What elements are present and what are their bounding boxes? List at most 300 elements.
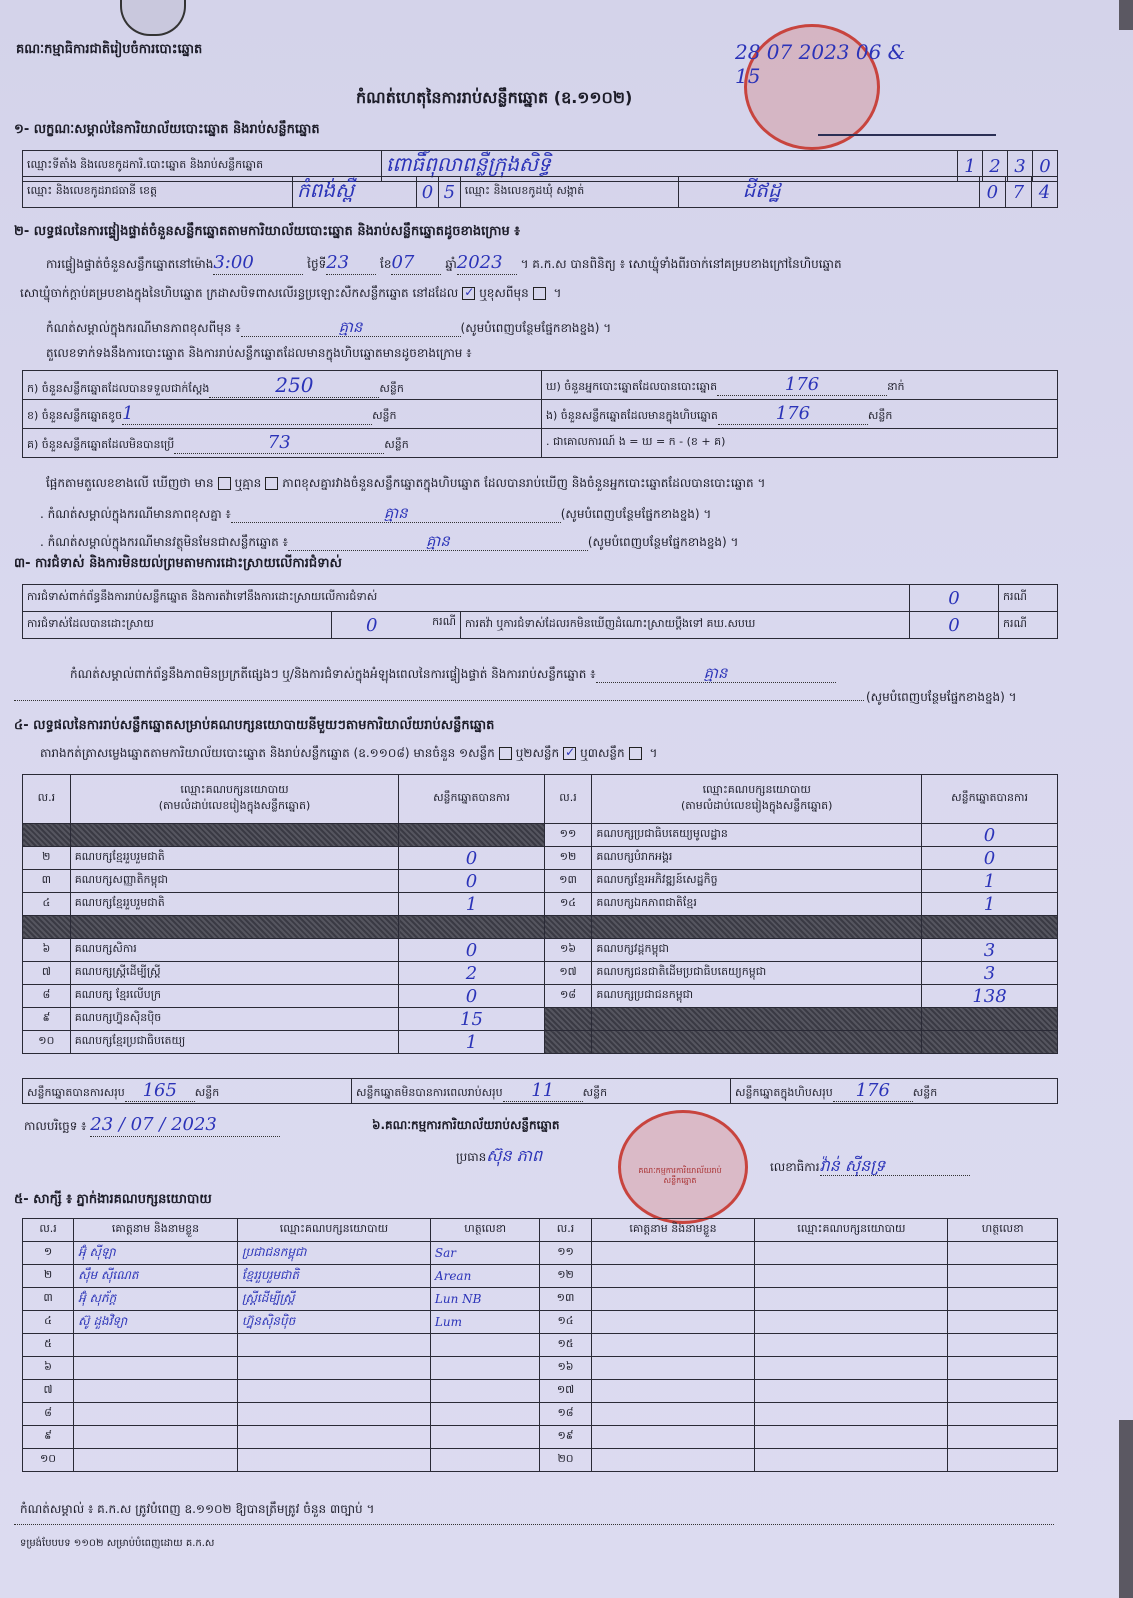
result-cell	[70, 916, 399, 939]
result-cell	[922, 1031, 1058, 1054]
note-fill: (សូមបំពេញបន្ថែមផ្នែកខាងខ្នង) ។	[460, 321, 612, 335]
col-sign: ហត្ថលេខា	[430, 1219, 540, 1242]
witness-cell	[23, 1426, 74, 1449]
witness-cell	[74, 1357, 238, 1380]
witness-cell	[430, 1403, 540, 1426]
col-party-sub: (តាមលំដាប់លេខរៀងក្នុងសន្លឹកឆ្នោត)	[680, 799, 833, 812]
section1-heading: ១- លក្ខណៈសម្គាល់នៃការិយាល័យបោះឆ្នោត និងរាប់សន្លឹកឆ្នោត	[14, 122, 320, 137]
compare-or: ឬគ្មាន	[234, 476, 262, 490]
col-party-sub: (តាមលំដាប់លេខរៀងក្នុងសន្លឹកឆ្នោត)	[158, 799, 311, 812]
unit-label: សន្លឹក	[912, 1086, 938, 1099]
witness-empty-cell[interactable]	[591, 1357, 755, 1380]
witness-empty-cell[interactable]	[948, 1449, 1058, 1472]
unchanged-checkbox[interactable]	[462, 287, 475, 300]
col-no: ល.រ	[544, 775, 592, 824]
witness-cell	[540, 1334, 591, 1357]
witness-cell	[430, 1242, 540, 1265]
witness-empty-cell[interactable]	[591, 1311, 755, 1334]
province-code-digit: 0	[421, 181, 434, 203]
witness-empty-cell[interactable]	[755, 1334, 948, 1357]
objection-row2-label: ការជំទាស់ដែលបានដោះស្រាយ	[23, 612, 332, 639]
witness-cell	[430, 1357, 540, 1380]
result-cell	[70, 847, 399, 870]
result-votes: 1	[465, 893, 478, 915]
result-cell	[399, 916, 544, 939]
witness-empty-cell[interactable]	[591, 1380, 755, 1403]
result-cell	[544, 939, 592, 962]
count-d-label: ឃ) ចំនួនអ្នកបោះឆ្នោតដែលបានបោះឆ្នោត	[546, 380, 718, 393]
result-votes: 0	[983, 847, 996, 869]
witness-empty-cell[interactable]	[591, 1242, 755, 1265]
witness-no: ១៦	[557, 1360, 574, 1373]
witness-empty-cell[interactable]	[948, 1403, 1058, 1426]
compare-line	[46, 476, 765, 490]
result-cell	[399, 847, 544, 870]
month-value: 07	[391, 252, 415, 273]
witness-empty-cell[interactable]	[948, 1334, 1058, 1357]
total-invalid-value: 11	[531, 1080, 555, 1101]
witness-cell	[540, 1311, 591, 1334]
witness-no: ១៣	[556, 1291, 575, 1304]
result-no: ១២	[559, 850, 577, 863]
result-cell	[70, 893, 399, 916]
witness-empty-cell[interactable]	[591, 1265, 755, 1288]
note3-label: . កំណត់សម្គាល់ក្នុងករណីមានវត្ថុមិនមែនជាសន្លឹកឆ្នោត ៖	[40, 535, 288, 549]
witness-empty-cell[interactable]	[755, 1265, 948, 1288]
count-c-label: គ) ចំនួនសន្លឹកឆ្នោតដែលមិនបានប្រើ	[27, 438, 175, 451]
result-name: គណបក្សហ្វ៊ុនស៊ិនប៉ិច	[74, 1011, 162, 1024]
result-cell	[544, 847, 592, 870]
witness-cell	[23, 1380, 74, 1403]
witness-no: ១៥	[557, 1337, 574, 1350]
commune-code-digit: 7	[1012, 181, 1025, 203]
witness-empty-cell[interactable]	[755, 1426, 948, 1449]
dotted-line	[14, 700, 864, 701]
witness-cell	[23, 1265, 74, 1288]
result-cell	[592, 985, 922, 1008]
witness-empty-cell[interactable]	[948, 1311, 1058, 1334]
witness-empty-cell[interactable]	[591, 1334, 755, 1357]
result-votes: 0	[983, 824, 996, 846]
witness-empty-cell[interactable]	[591, 1426, 755, 1449]
witness-no: ៥	[44, 1337, 52, 1350]
witness-no: ១១	[557, 1245, 574, 1258]
result-no: ៤	[42, 896, 51, 909]
result-cell	[399, 962, 544, 985]
pages-1-checkbox[interactable]	[499, 747, 512, 760]
result-cell	[922, 916, 1058, 939]
commune-code-digit: 0	[986, 181, 999, 203]
pages-opt3: ឬ៣សន្លឹក	[580, 746, 625, 760]
witness-cell	[237, 1380, 430, 1403]
line1-suffix: ។ គ.ក.ស បានពិនិត្យ ៖ សោឃ្នុំទាំងពីរចាក់នៅគម្របខាងក្រៅនៃហិបឆ្នោត	[520, 257, 842, 271]
witness-row	[23, 1380, 1058, 1403]
note1-value: គ្មាន	[338, 318, 363, 336]
witness-empty-cell[interactable]	[755, 1380, 948, 1403]
col-party: ឈ្មោះគណបក្សនយោបាយ	[180, 783, 289, 796]
note-fill: (សូមបំពេញបន្ថែមផ្នែកខាងខ្នង) ។	[587, 535, 739, 549]
result-name: គណបក្សបំរាកអង្គរ	[596, 850, 673, 863]
result-cell	[399, 824, 544, 847]
witness-cell	[430, 1334, 540, 1357]
objection-row2-value: 0	[366, 614, 378, 636]
objection-row3-label: ការតវ៉ា ឬការជំទាស់ដែលរកមិនឃើញដំណោះស្រាយប្ដឹងទៅ គឃ.សបឃ	[461, 612, 910, 639]
witness-no: ២០	[557, 1452, 574, 1465]
result-name: គណបក្សសិការ	[74, 942, 137, 955]
org-name: គណៈកម្មាធិការជាតិរៀបចំការបោះឆ្នោត	[16, 42, 203, 57]
result-name: គណបក្សខ្មែររួបរួមជាតិ	[74, 850, 165, 863]
result-name: គណបក្សខ្មែរអភិវឌ្ឍន៍សេដ្ឋកិច្ច	[596, 873, 718, 886]
result-cell	[70, 962, 399, 985]
result-name: គណបក្ស ខ្មែរលើបក្រ	[74, 988, 162, 1001]
note2-label: . កំណត់សម្គាល់ក្នុងករណីមានភាពខុសគ្នា ៖	[40, 507, 231, 521]
section3-note-label: កំណត់សម្គាល់ពាក់ព័ន្ធនឹងភាពមិនប្រក្រតីផ្សេងៗ ឬ/និងការជំទាស់ក្នុងអំឡុងពេលនៃការផ្ទៀងផ្ទាត់ និងការរាប់សន្លឹកឆ្នោត ៖	[70, 667, 596, 681]
underline	[818, 134, 996, 136]
month-label: ខែ	[380, 257, 392, 271]
result-cell	[592, 1008, 922, 1031]
seal-check-line: សោឃ្នុំចាក់ក្ដាប់គម្របខាងក្នុងនៃហិបឆ្នោត ក្រដាសបិទពាសលើរន្ធប្រឡោះសឺកសន្លឹកឆ្នោត នៅដដែល✓ ឬខុសពីមុន ។	[20, 286, 561, 300]
results-body	[23, 824, 1058, 1054]
result-name: គណបក្សសញ្ញាតិកម្ពុជា	[74, 873, 168, 886]
witness-no: ១៧	[556, 1383, 575, 1396]
counts-table	[22, 370, 1058, 458]
col-no: ល.រ	[23, 775, 71, 824]
witness-cell	[23, 1357, 74, 1380]
result-no: ២	[42, 850, 51, 863]
witness-cell	[74, 1403, 238, 1426]
result-row	[23, 1008, 1058, 1031]
result-cell	[23, 893, 71, 916]
result-cell	[922, 1008, 1058, 1031]
witness-name: អ៊ុំ សុភ័ក្ត	[78, 1291, 117, 1305]
witness-sign: Lun NB	[434, 1292, 482, 1306]
result-cell	[23, 870, 71, 893]
witness-no: ៦	[44, 1360, 52, 1373]
line2-or: ឬខុសពីមុន	[479, 286, 529, 300]
chair-line	[456, 1146, 542, 1165]
witness-row	[23, 1311, 1058, 1334]
witness-empty-cell[interactable]	[755, 1357, 948, 1380]
witness-no: ២	[43, 1268, 53, 1281]
witness-party: ប្រជាជនកម្ពុជា	[241, 1245, 307, 1259]
witness-cell	[540, 1288, 591, 1311]
witness-empty-cell[interactable]	[755, 1449, 948, 1472]
objection-row1-value: 0	[948, 587, 960, 609]
result-no: ១០	[38, 1034, 55, 1047]
result-votes: 0	[465, 939, 478, 961]
objections-table	[22, 584, 1058, 639]
commune-label: ឈ្មោះ និងលេខកូដឃុំ សង្កាត់	[460, 177, 678, 208]
row1-label: ឈ្មោះទីតាំង និងលេខកូដការិ.បោះឆ្នោត និងរាប់សន្លឹកឆ្នោត	[23, 151, 382, 182]
note3-line	[40, 532, 738, 551]
result-cell	[922, 962, 1058, 985]
result-cell	[592, 962, 922, 985]
unit-label: សន្លឹក	[194, 1086, 220, 1099]
result-cell	[544, 1031, 592, 1054]
result-cell	[23, 1031, 71, 1054]
result-cell	[70, 1031, 399, 1054]
witness-empty-cell[interactable]	[948, 1288, 1058, 1311]
section3-note-value: គ្មាន	[703, 664, 728, 682]
witness-empty-cell[interactable]	[591, 1403, 755, 1426]
witness-cell	[237, 1426, 430, 1449]
result-cell	[23, 847, 71, 870]
col-party: ឈ្មោះគណបក្សនយោបាយ	[237, 1219, 430, 1242]
pages-opt2: ឬ២សន្លឹក	[515, 746, 560, 760]
total-box-value: 176	[855, 1080, 890, 1101]
result-row	[23, 893, 1058, 916]
commune-value: ដីឥដ្ឋ	[742, 178, 781, 202]
result-cell	[70, 824, 399, 847]
result-cell	[70, 985, 399, 1008]
witness-cell	[237, 1334, 430, 1357]
result-no: ៩	[42, 1011, 51, 1024]
count-a-value: 250	[275, 372, 314, 397]
witness-cell	[540, 1403, 591, 1426]
result-row	[23, 847, 1058, 870]
witness-party: ខ្មែររួបរួមជាតិ	[241, 1268, 300, 1282]
section1-table-row2	[22, 176, 1058, 208]
case-unit: ករណី	[999, 585, 1058, 612]
section2-heading: ២- លទ្ធផលនៃការផ្ទៀងផ្ទាត់ចំនួនសន្លឹកឆ្នោតតាមការិយាល័យបោះឆ្នោត និងរាប់សន្លឹកឆ្នោតដូចខាងក្រោម ៖	[14, 224, 520, 239]
compare-text: ផ្អែកតាមតួលេខខាងលើ ឃើញថា មាន	[46, 476, 214, 490]
compare-rest: ភាពខុសគ្នារវាងចំនួនសន្លឹកឆ្នោតក្នុងហិបឆ្នោត ដែលបានរាប់ឃើញ និងចំនួនអ្នកបោះឆ្នោតដែលបានបោះឆ្នោត ។	[282, 476, 766, 490]
result-cell	[544, 824, 592, 847]
count-d-value: 176	[784, 374, 820, 395]
witness-row	[23, 1242, 1058, 1265]
witness-cell	[540, 1357, 591, 1380]
witness-cell	[540, 1242, 591, 1265]
result-name: គណបក្សប្រជាជនកម្ពុជា	[596, 988, 694, 1001]
result-cell	[544, 985, 592, 1008]
result-votes: 2	[465, 962, 478, 984]
changed-checkbox[interactable]	[533, 287, 546, 300]
result-cell	[544, 1008, 592, 1031]
count-e-value: 176	[775, 403, 811, 424]
unit-label: សន្លឹក	[582, 1086, 608, 1099]
result-cell	[23, 939, 71, 962]
witness-empty-cell[interactable]	[948, 1242, 1058, 1265]
scan-edge	[1119, 1420, 1133, 1598]
count-c-value: 73	[267, 432, 291, 453]
result-cell	[23, 985, 71, 1008]
witness-cell	[74, 1242, 238, 1265]
totals-table	[22, 1078, 1058, 1104]
witness-empty-cell[interactable]	[755, 1403, 948, 1426]
witness-empty-cell[interactable]	[948, 1357, 1058, 1380]
witness-cell	[23, 1311, 74, 1334]
committee-stamp-text: គណៈកម្មការការិយាល័យរាប់សន្លឹកឆ្នោត	[638, 1166, 722, 1185]
result-cell	[70, 870, 399, 893]
result-cell	[399, 870, 544, 893]
date-line	[24, 1114, 280, 1137]
witness-row	[23, 1449, 1058, 1472]
result-row	[23, 985, 1058, 1008]
has-diff-checkbox[interactable]	[218, 477, 231, 490]
witness-cell	[23, 1288, 74, 1311]
col-votes: សន្លឹកឆ្នោតបានការ	[399, 775, 544, 824]
pages-2-checkbox[interactable]	[563, 747, 576, 760]
witness-cell	[237, 1288, 430, 1311]
result-cell	[70, 939, 399, 962]
result-cell	[399, 1008, 544, 1031]
result-cell	[544, 962, 592, 985]
witness-cell	[74, 1426, 238, 1449]
col-sign: ហត្ថលេខា	[948, 1219, 1058, 1242]
witness-empty-cell[interactable]	[591, 1449, 755, 1472]
secretary-line	[770, 1156, 970, 1176]
verification-line	[46, 252, 842, 275]
date-label: កាលបរិច្ឆេទ ៖	[24, 1119, 87, 1133]
result-cell	[23, 916, 71, 939]
day-value: 23	[326, 252, 350, 273]
footer-divider	[14, 1524, 1054, 1525]
result-row	[23, 916, 1058, 939]
result-votes: 0	[465, 985, 478, 1007]
chair-value: ស៊ុន ភាព	[486, 1146, 543, 1165]
witness-empty-cell[interactable]	[948, 1380, 1058, 1403]
result-row	[23, 939, 1058, 962]
result-no: ៦	[42, 942, 51, 955]
witness-cell	[430, 1426, 540, 1449]
witness-empty-cell[interactable]	[755, 1288, 948, 1311]
total-box-label: សន្លឹកឆ្នោតក្នុងហិបសរុប	[735, 1086, 833, 1099]
line2-prefix: សោឃ្នុំចាក់ក្ដាប់គម្របខាងក្នុងនៃហិបឆ្នោត ក្រដាសបិទពាសលើរន្ធប្រឡោះសឺកសន្លឹកឆ្នោត នៅដដែល	[20, 286, 459, 300]
witness-cell	[237, 1311, 430, 1334]
witness-name: ស៊ូ ដួងវិទ្យា	[78, 1314, 128, 1328]
col-name: គោត្តនាម និងនាមខ្លួន	[74, 1219, 238, 1242]
result-name: គណបក្សវដ្តកម្ពុជា	[596, 942, 669, 955]
witness-no: ៣	[43, 1291, 53, 1304]
witness-no: ១	[43, 1245, 53, 1258]
total-invalid-label: សន្លឹកឆ្នោតមិនបានការពេលរាប់សរុប	[356, 1086, 503, 1099]
col-no: ល.រ	[540, 1219, 591, 1242]
witness-table	[22, 1218, 1058, 1472]
witness-cell	[23, 1449, 74, 1472]
count-b-label: ខ) ចំនួនសន្លឹកឆ្នោតខូច	[27, 409, 123, 422]
result-cell	[592, 939, 922, 962]
total-valid-label: សន្លឹកឆ្នោតបានការសរុប	[27, 1086, 125, 1099]
witness-empty-cell[interactable]	[948, 1426, 1058, 1449]
witness-row	[23, 1403, 1058, 1426]
result-votes: 1	[983, 870, 996, 892]
witness-empty-cell[interactable]	[591, 1288, 755, 1311]
result-votes: 138	[972, 985, 1007, 1007]
result-name: គណបក្សខ្មែរប្រជាធិបតេយ្យ	[74, 1034, 186, 1047]
objection-row3-value: 0	[948, 614, 960, 636]
witness-cell	[23, 1242, 74, 1265]
line1-prefix: ការផ្ទៀងផ្ទាត់ចំនួនសន្លឹកឆ្នោតនៅម៉ោង	[46, 257, 214, 271]
witness-cell	[430, 1449, 540, 1472]
time-value: 3:00	[213, 252, 254, 273]
witness-cell	[237, 1242, 430, 1265]
result-no: ៨	[42, 988, 51, 1001]
result-cell	[399, 939, 544, 962]
witness-row	[23, 1288, 1058, 1311]
witness-row	[23, 1426, 1058, 1449]
result-votes: 1	[983, 893, 996, 915]
unit-label: សន្លឹក	[867, 409, 893, 422]
form-ref: ទម្រង់បែបបទ ១១០២ សម្រាប់បំពេញដោយ គ.ក.ស	[20, 1538, 215, 1549]
result-cell	[592, 870, 922, 893]
row1-value: ពោធិ៍ពុលាពន្លឺក្រុងសិទ្ធិ	[386, 152, 551, 176]
result-cell	[23, 824, 71, 847]
witness-cell	[23, 1403, 74, 1426]
emblem-logo	[120, 0, 186, 36]
witness-no: ១៨	[557, 1406, 574, 1419]
result-cell	[23, 1008, 71, 1031]
col-party: ឈ្មោះគណបក្សនយោបាយ	[702, 783, 811, 796]
result-cell	[922, 847, 1058, 870]
witness-sign: Lum	[434, 1315, 462, 1329]
year-label: ឆ្នាំ	[445, 257, 457, 271]
note1-line	[46, 318, 611, 337]
witness-row	[23, 1334, 1058, 1357]
result-cell	[544, 870, 592, 893]
count-a-label: ក) ចំនួនសន្លឹកឆ្នោតដែលបានទទួលជាក់ស្ដែង	[27, 381, 210, 395]
witness-no: ៤	[44, 1314, 52, 1327]
witness-cell	[237, 1357, 430, 1380]
code-digit: 0	[1039, 155, 1051, 177]
unit-label: សន្លឹក	[372, 409, 397, 422]
pages-3-checkbox[interactable]	[629, 747, 642, 760]
result-no: ១៦	[559, 942, 577, 955]
result-no: ៣	[41, 873, 52, 886]
witness-no: ១០	[39, 1452, 57, 1465]
witness-empty-cell[interactable]	[948, 1265, 1058, 1288]
section5-heading: ៥- សាក្សី ៖ ភ្នាក់ងារគណបក្សនយោបាយ	[14, 1192, 212, 1207]
row2-label: ឈ្មោះ និងលេខកូដរាជធានី ខេត្ត	[23, 177, 293, 208]
commune-code-digit: 4	[1038, 181, 1051, 203]
witness-row	[23, 1357, 1058, 1380]
witness-empty-cell[interactable]	[755, 1311, 948, 1334]
witness-cell	[430, 1380, 540, 1403]
witness-cell	[74, 1265, 238, 1288]
witness-no: ៩	[44, 1429, 52, 1442]
witness-no: ១៩	[557, 1429, 574, 1442]
result-row	[23, 870, 1058, 893]
counts-intro: តួលេខទាក់ទងនឹងការបោះឆ្នោត និងការរាប់សន្លឹកឆ្នោតដែលមានក្នុងហិបឆ្នោតមានដូចខាងក្រោម ៖	[46, 346, 472, 360]
witness-cell	[430, 1311, 540, 1334]
result-votes: 15	[460, 1008, 483, 1030]
secretary-value: វ៉ាន់ ស៊ីនទ្រ	[819, 1156, 886, 1175]
stamp-handwriting: 28 07 2023 06 & 15	[735, 40, 906, 88]
result-cell	[592, 824, 922, 847]
col-party: ឈ្មោះគណបក្សនយោបាយ	[755, 1219, 948, 1242]
result-votes: 0	[465, 870, 478, 892]
witness-name: ស៊ឹម ស៊ីណេត	[78, 1268, 139, 1282]
unit-label: សន្លឹក	[379, 381, 404, 395]
witness-cell	[540, 1380, 591, 1403]
witness-cell	[430, 1265, 540, 1288]
footer-note: កំណត់សម្គាល់ ៖ គ.ក.ស ត្រូវបំពេញ ឧ.១១០២ ឱ្យបានត្រឹមត្រូវ ចំនួន ៣ច្បាប់ ។	[20, 1502, 375, 1516]
count-e-label: ង) ចំនួនសន្លឹកឆ្នោតដែលមានក្នុងហិបឆ្នោត	[546, 409, 718, 422]
section3-note-line	[70, 664, 836, 683]
result-cell	[592, 847, 922, 870]
result-votes: 3	[983, 939, 996, 961]
witness-empty-cell[interactable]	[755, 1242, 948, 1265]
result-no: ១៤	[559, 896, 577, 909]
witness-row	[23, 1265, 1058, 1288]
result-cell	[399, 1031, 544, 1054]
province-code-digit: 5	[443, 181, 456, 203]
witness-sign: Arean	[434, 1269, 472, 1283]
result-cell	[922, 939, 1058, 962]
result-name: គណបក្សប្រជាធិបតេយ្យមូលដ្ឋាន	[596, 827, 728, 840]
no-diff-checkbox[interactable]	[265, 477, 278, 490]
result-cell	[592, 893, 922, 916]
witness-party: ស្ត្រីដើម្បីស្ត្រី	[241, 1291, 295, 1305]
